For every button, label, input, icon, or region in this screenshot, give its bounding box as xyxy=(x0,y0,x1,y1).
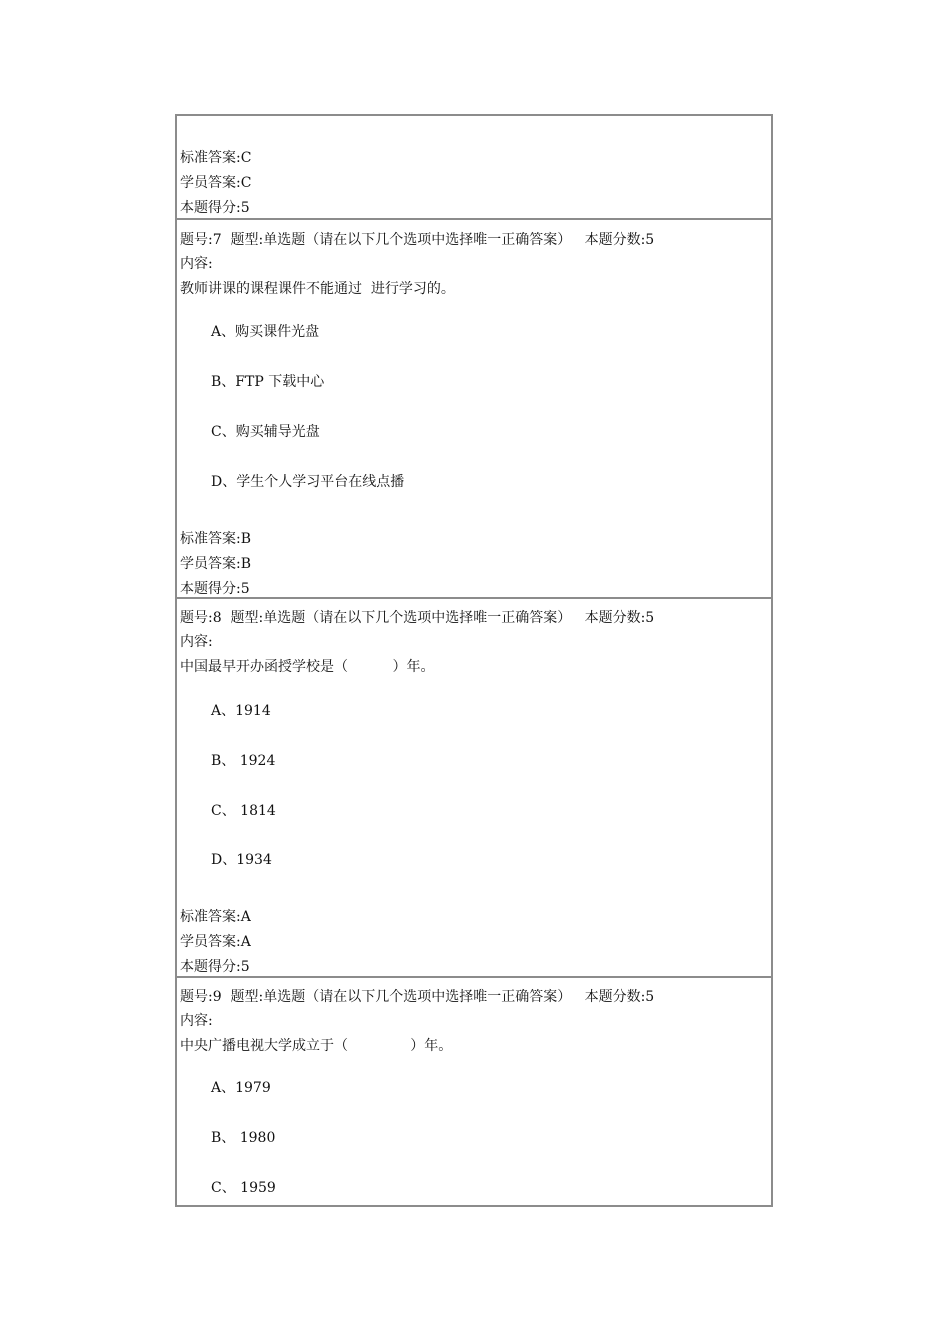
option-c: C、 1959 xyxy=(211,1180,276,1196)
question-block-6 xyxy=(175,114,773,220)
standard-answer: 标准答案:A xyxy=(180,909,251,925)
student-answer: 学员答案:A xyxy=(180,934,251,950)
question-block-7 xyxy=(175,218,773,598)
question-score: 本题得分:5 xyxy=(180,581,250,597)
student-answer: 学员答案:C xyxy=(180,175,252,191)
option-c: C、 1814 xyxy=(211,803,276,819)
question-header: 题号:9 题型:单选题（请在以下几个选项中选择唯一正确答案） 本题分数:5 xyxy=(180,989,655,1005)
question-block-8 xyxy=(175,597,773,977)
option-b: B、 1980 xyxy=(211,1130,276,1146)
content-label: 内容: xyxy=(180,634,213,650)
question-block-9 xyxy=(175,976,773,1207)
option-a: A、购买课件光盘 xyxy=(211,324,320,340)
question-header: 题号:7 题型:单选题（请在以下几个选项中选择唯一正确答案） 本题分数:5 xyxy=(180,232,655,248)
option-b: B、FTP 下载中心 xyxy=(211,374,325,390)
question-score: 本题得分:5 xyxy=(180,959,250,975)
option-a: A、1979 xyxy=(211,1080,271,1096)
option-a: A、1914 xyxy=(211,703,271,719)
content-label: 内容: xyxy=(180,1013,213,1029)
student-answer: 学员答案:B xyxy=(180,556,252,572)
option-c: C、购买辅导光盘 xyxy=(211,424,320,440)
question-score: 本题得分:5 xyxy=(180,200,250,216)
question-header: 题号:8 题型:单选题（请在以下几个选项中选择唯一正确答案） 本题分数:5 xyxy=(180,610,655,626)
option-b: B、 1924 xyxy=(211,753,276,769)
standard-answer: 标准答案:B xyxy=(180,531,252,547)
standard-answer: 标准答案:C xyxy=(180,150,252,166)
question-text: 中国最早开办函授学校是（ ）年。 xyxy=(180,659,435,675)
question-text: 教师讲课的课程课件不能通过 进行学习的。 xyxy=(180,281,455,297)
option-d: D、学生个人学习平台在线点播 xyxy=(211,474,405,490)
option-d: D、1934 xyxy=(211,852,272,868)
content-label: 内容: xyxy=(180,256,213,272)
question-text: 中央广播电视大学成立于（ ）年。 xyxy=(180,1038,453,1054)
